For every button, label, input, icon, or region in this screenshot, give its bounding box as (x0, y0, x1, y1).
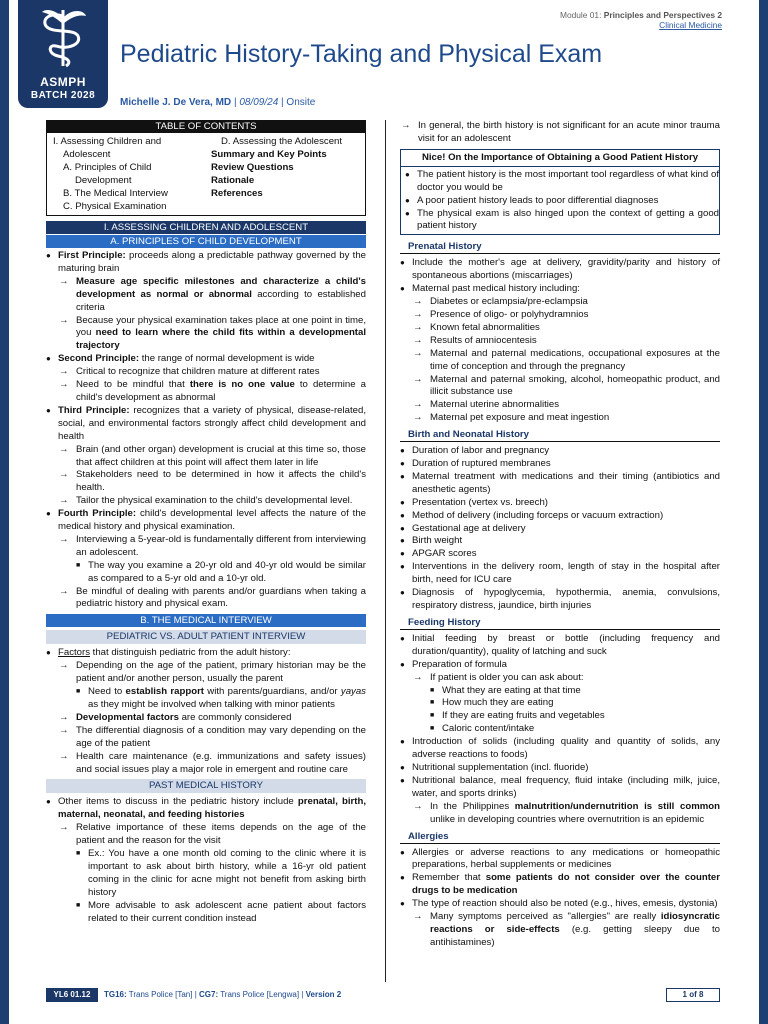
toc-item[interactable]: Rationale (211, 175, 255, 186)
list-item: ● Allergies or adverse reactions to any medications or homeopathic preparations, herbal supplements or medicines (400, 847, 720, 873)
list-item: ● Gestational age at delivery (400, 523, 720, 536)
list-item: ● The physical exam is also hinged upon the context of getting a good patient history (405, 208, 719, 234)
list-item: ● Birth weight (400, 535, 720, 548)
list-item: ■ How much they are eating (400, 697, 720, 710)
list-item: → Maternal and paternal medications, occupational exposures at the time of conception and through the pregnancy (400, 348, 720, 374)
past-history-list (46, 796, 366, 925)
toc-item[interactable]: B. The Medical Interview (63, 188, 168, 199)
list-item: ■ Caloric content/intake (400, 723, 720, 736)
list-item: ● Interventions in the delivery room, length of stay in the hospital after birth, need for ICU care (400, 561, 720, 587)
list-item: ■ If they are eating fruits and vegetables (400, 710, 720, 723)
toc-item[interactable]: Review Questions (211, 162, 294, 173)
logo-school: ASMPH (40, 75, 86, 89)
list-item: ● Diagnosis of hypoglycemia, hypothermia, anemia, convulsions, respiratory distress, jaundice, birth injuries (400, 587, 720, 613)
list-item: ● Nutritional balance, meal frequency, fluid intake (including milk, juice, water, and sports drinks) → In the Philippines malnutrition/undernutrition is still common unlike in developing countries where overnutrition is an epidemic (400, 775, 720, 827)
list-item: ● Other items to discuss in the pediatric history include prenatal, birth, maternal, neonatal, and feeding histories → Relative importance of these items depends on the age of the patient and the reason for the visit ■ Ex.: You have a one month old coming to the clinic where it is important to ask about birth history, while a 16-yr old patient coming in the clinic for acne might not benefit from asking birth history ■ More advisable to ask adolescent acne patient about factors related to their current condition instead (46, 796, 366, 925)
logo-batch: BATCH 2028 (30, 90, 96, 101)
list-item: ● Include the mother's age at delivery, gravidity/parity and history of spontaneous abortions (miscarriages) (400, 257, 720, 283)
list-item: → Many symptoms perceived as "allergies" are really idiosyncratic reactions or side-effects (e.g. getting sleepy due to antihistamines) (400, 911, 720, 950)
list-item: ● Nutritional supplementation (incl. fluoride) (400, 762, 720, 775)
list-item: → In the Philippines malnutrition/undernutrition is still common unlike in developing countries where overnutrition is an epidemic (400, 801, 720, 827)
birth-list (400, 445, 720, 613)
toc-item[interactable]: Adolescent (63, 149, 111, 160)
list-item: → In general, the birth history is not significant for an acute minor trauma visit for an adolescent (388, 120, 720, 146)
topic-heading: PAST MEDICAL HISTORY (46, 779, 366, 793)
list-item: ● Fourth Principle: child's developmental level affects the nature of the medical history and physical examination. → Interviewing a 5-year-old is fundamentally different from interviewing an adolescent. ■ The way you examine a 20-yr old and 40-yr old would be similar as compared to a 5-yr old and a 10-yr old. → Be mindful of dealing with parents and/or guardians when taking a pediatric history and physical exam. (46, 508, 366, 611)
toc-item[interactable]: Development (75, 175, 132, 186)
list-item: ● Maternal treatment with medications and their timing (antibiotics and anesthetic agents) (400, 471, 720, 497)
list-item: → Brain (and other organ) development is crucial at this time so, those that affect children at this point will affect them later in life (46, 444, 366, 470)
list-item: → Known fetal abnormalities (400, 322, 720, 335)
topic-heading: PEDIATRIC VS. ADULT PATIENT INTERVIEW (46, 630, 366, 644)
list-item: → The differential diagnosis of a condition may vary depending on the age of the patient (46, 725, 366, 751)
callout-heading: Nice! On the Importance of Obtaining a Good Patient History (401, 150, 719, 167)
principles-list (46, 250, 366, 611)
list-item: → Measure age specific milestones and characterize a child's development as normal or abnormal according to established criteria (46, 276, 366, 315)
list-item: ● The patient history is the most important tool regardless of what kind of doctor you would be (405, 169, 719, 195)
list-item: → Stakeholders need to be determined in how it affects the child's health. (46, 469, 366, 495)
list-item: ● Duration of ruptured membranes (400, 458, 720, 471)
list-item: ● Second Principle: the range of normal development is wide → Critical to recognize that children mature at different rates → Need to be mindful that there is no one value to determine a child's development as abnormal (46, 353, 366, 405)
table-of-contents (46, 120, 366, 216)
interview-list (46, 647, 366, 776)
allergies-heading: Allergies (400, 830, 720, 844)
list-item: → Tailor the physical examination to the child's developmental level. (46, 495, 366, 508)
toc-item[interactable]: D. Assessing the Adolescent (221, 136, 343, 147)
list-item: ● Initial feeding by breast or bottle (including frequency and duration/quantity), quality of latching and suck (400, 633, 720, 659)
list-item: → If patient is older you can ask about: ■ What they are eating at that time ■ How much they are eating ■ If they are eating fruits and vegetables ■ Caloric content/intake (400, 672, 720, 737)
list-item: → Maternal pet exposure and meat ingestion (400, 412, 720, 425)
allergies-list (400, 847, 720, 950)
list-item: → Critical to recognize that children mature at different rates (46, 366, 366, 379)
prenatal-heading: Prenatal History (400, 240, 720, 254)
list-item: → Diabetes or eclampsia/pre-eclampsia (400, 296, 720, 309)
list-item: → Presence of oligo- or polyhydramnios (400, 309, 720, 322)
subsection-heading: A. PRINCIPLES OF CHILD DEVELOPMENT (46, 235, 366, 248)
batch-logo (18, 0, 108, 108)
feeding-list (400, 633, 720, 827)
list-item: ■ What they are eating at that time (400, 685, 720, 698)
list-item: → Depending on the age of the patient, primary historian may be the patient and/or another person, usually the parent ■ Need to establish rapport with parents/guardians, and/or yayas as they might be involved when talking with minor patients (46, 660, 366, 712)
list-item: ● APGAR scores (400, 548, 720, 561)
list-item: → Results of amniocentesis (400, 335, 720, 348)
list-item: ● Introduction of solids (including quality and quantity of solids, any adverse reactions to foods) (400, 736, 720, 762)
list-item: → Relative importance of these items depends on the age of the patient and the reason for the visit ■ Ex.: You have a one month old coming to the clinic where it is important to ask about birth history, while a 16-yr old patient coming in the clinic for acne might not benefit from asking birth history ■ More advisable to ask adolescent acne patient about factors related to their current condition instead (46, 822, 366, 925)
list-item: → Maternal uterine abnormalities (400, 399, 720, 412)
list-item: → Be mindful of dealing with parents and/or guardians when taking a pediatric history and physical exam. (46, 586, 366, 612)
feeding-heading: Feeding History (400, 616, 720, 630)
callout-box (400, 149, 720, 236)
page-title: Pediatric History-Taking and Physical Exam (120, 40, 603, 68)
toc-heading: TABLE OF CONTENTS (47, 121, 365, 133)
list-item: ■ Need to establish rapport with parents/guardians, and/or yayas as they might be involved when talking with minor patients (46, 686, 366, 712)
list-item: ● Maternal past medical history including: → Diabetes or eclampsia/pre-eclampsia → Presence of oligo- or polyhydramnios → Known fetal abnormalities → Results of amniocentesis → Maternal and paternal medications, occupational exposures at the time of conception and through the pregnancy → Maternal and paternal smoking, alcohol, homeopathic product, and illicit substance use → Maternal uterine abnormalities → Maternal pet exposure and meat ingestion (400, 283, 720, 425)
page-number: 1 of 8 (666, 988, 720, 1002)
module-subtitle: Clinical Medicine (659, 20, 722, 31)
list-item: → Because your physical examination takes place at one point in time, you need to learn where the child fits within a developmental trajectory (46, 315, 366, 354)
toc-item[interactable]: References (211, 188, 263, 199)
list-item: ■ Ex.: You have a one month old coming to the clinic where it is important to ask about birth history, while a 16-yr old patient coming in the clinic for acne might not benefit from asking birth history (46, 848, 366, 900)
course-code: YL6 01.12 (46, 988, 98, 1002)
page-edge-right (759, 0, 768, 1024)
list-item: → Health care maintenance (e.g. immunizations and safety issues) and social issues play a major role in emergent and routine care (46, 751, 366, 777)
toc-item[interactable]: A. Principles of Child (63, 162, 152, 173)
list-item: ● The type of reaction should also be noted (e.g., hives, emesis, dystonia) → Many symptoms perceived as "allergies" are really idiosyncratic reactions or side-effects (e.g. getting sleepy due to antihistamines) (400, 898, 720, 950)
list-item: → Need to be mindful that there is no one value to determine a child's development as abnormal (46, 379, 366, 405)
toc-item[interactable]: Summary and Key Points (211, 149, 327, 160)
prenatal-list (400, 257, 720, 425)
list-item: ● Presentation (vertex vs. breech) (400, 497, 720, 510)
section-heading: I. ASSESSING CHILDREN AND ADOLESCENT (46, 221, 366, 234)
list-item: ● First Principle: proceeds along a predictable pathway governed by the maturing brain → Measure age specific milestones and characterize a child's development as normal or abnormal according to established criteria → Because your physical examination takes place at one point in time, you need to learn where the child fits within a developmental trajectory (46, 250, 366, 353)
subsection-heading: B. THE MEDICAL INTERVIEW (46, 614, 366, 627)
list-item: ● Remember that some patients do not consider over the counter drugs to be medication (400, 872, 720, 898)
list-item: ■ More advisable to ask adolescent acne patient about factors related to their current condition instead (46, 900, 366, 926)
list-item: ■ The way you examine a 20-yr old and 40-yr old would be similar as compared to a 5-yr old and a 10-yr old. (46, 560, 366, 586)
list-item: ● Third Principle: recognizes that a variety of physical, disease-related, social, and environmental factors strongly affect child development and health → Brain (and other organ) development is crucial at this time so, those that affect children at this point will affect them later in life → Stakeholders need to be determined in how it affects the child's health. → Tailor the physical examination to the child's developmental level. (46, 405, 366, 508)
page-footer (46, 988, 720, 1002)
toc-item[interactable]: I. Assessing Children and (53, 136, 162, 147)
toc-item[interactable]: C. Physical Examination (63, 201, 167, 212)
module-label: Module 01: Principles and Perspectives 2 Clinical Medicine (559, 10, 722, 31)
page-edge-left (0, 0, 9, 1024)
list-item: ● Factors that distinguish pediatric from the adult history: → Depending on the age of the patient, primary historian may be the patient and/or another person, usually the parent ■ Need to establish rapport with parents/guardians, and/or yayas as they might be involved when talking with minor patients → Developmental factors are commonly considered → The differential diagnosis of a condition may vary depending on the age of the patient → Health care maintenance (e.g. immunizations and safety issues) and social issues play a major role in emergent and routine care (46, 647, 366, 776)
list-item: ● A poor patient history leads to poor differential diagnoses (405, 195, 719, 208)
caduceus-logo-icon (38, 6, 88, 68)
column-divider (385, 120, 386, 982)
author-line: Michelle J. De Vera, MD | 08/09/24 | Onsite (120, 97, 316, 108)
list-item: ● Duration of labor and pregnancy (400, 445, 720, 458)
list-item: ● Method of delivery (including forceps or vacuum extraction) (400, 510, 720, 523)
list-item: → Interviewing a 5-year-old is fundamentally different from interviewing an adolescent. ■ The way you examine a 20-yr old and 40-yr old would be similar as compared to a 5-yr old and a 10-yr old. (46, 534, 366, 586)
list-item: → Maternal and paternal smoking, alcohol, homeopathic product, and illicit substance use (400, 374, 720, 400)
list-item: ● Preparation of formula → If patient is older you can ask about: ■ What they are eating at that time ■ How much they are eating ■ If they are eating fruits and vegetables ■ Caloric content/intake (400, 659, 720, 736)
trans-credits: TG16: Trans Police [Tan] | CG7: Trans Police [Lengwa] | Version 2 (104, 990, 342, 999)
left-column (46, 120, 366, 926)
right-column (400, 120, 720, 950)
list-item: → Developmental factors are commonly considered (46, 712, 366, 725)
birth-heading: Birth and Neonatal History (400, 428, 720, 442)
